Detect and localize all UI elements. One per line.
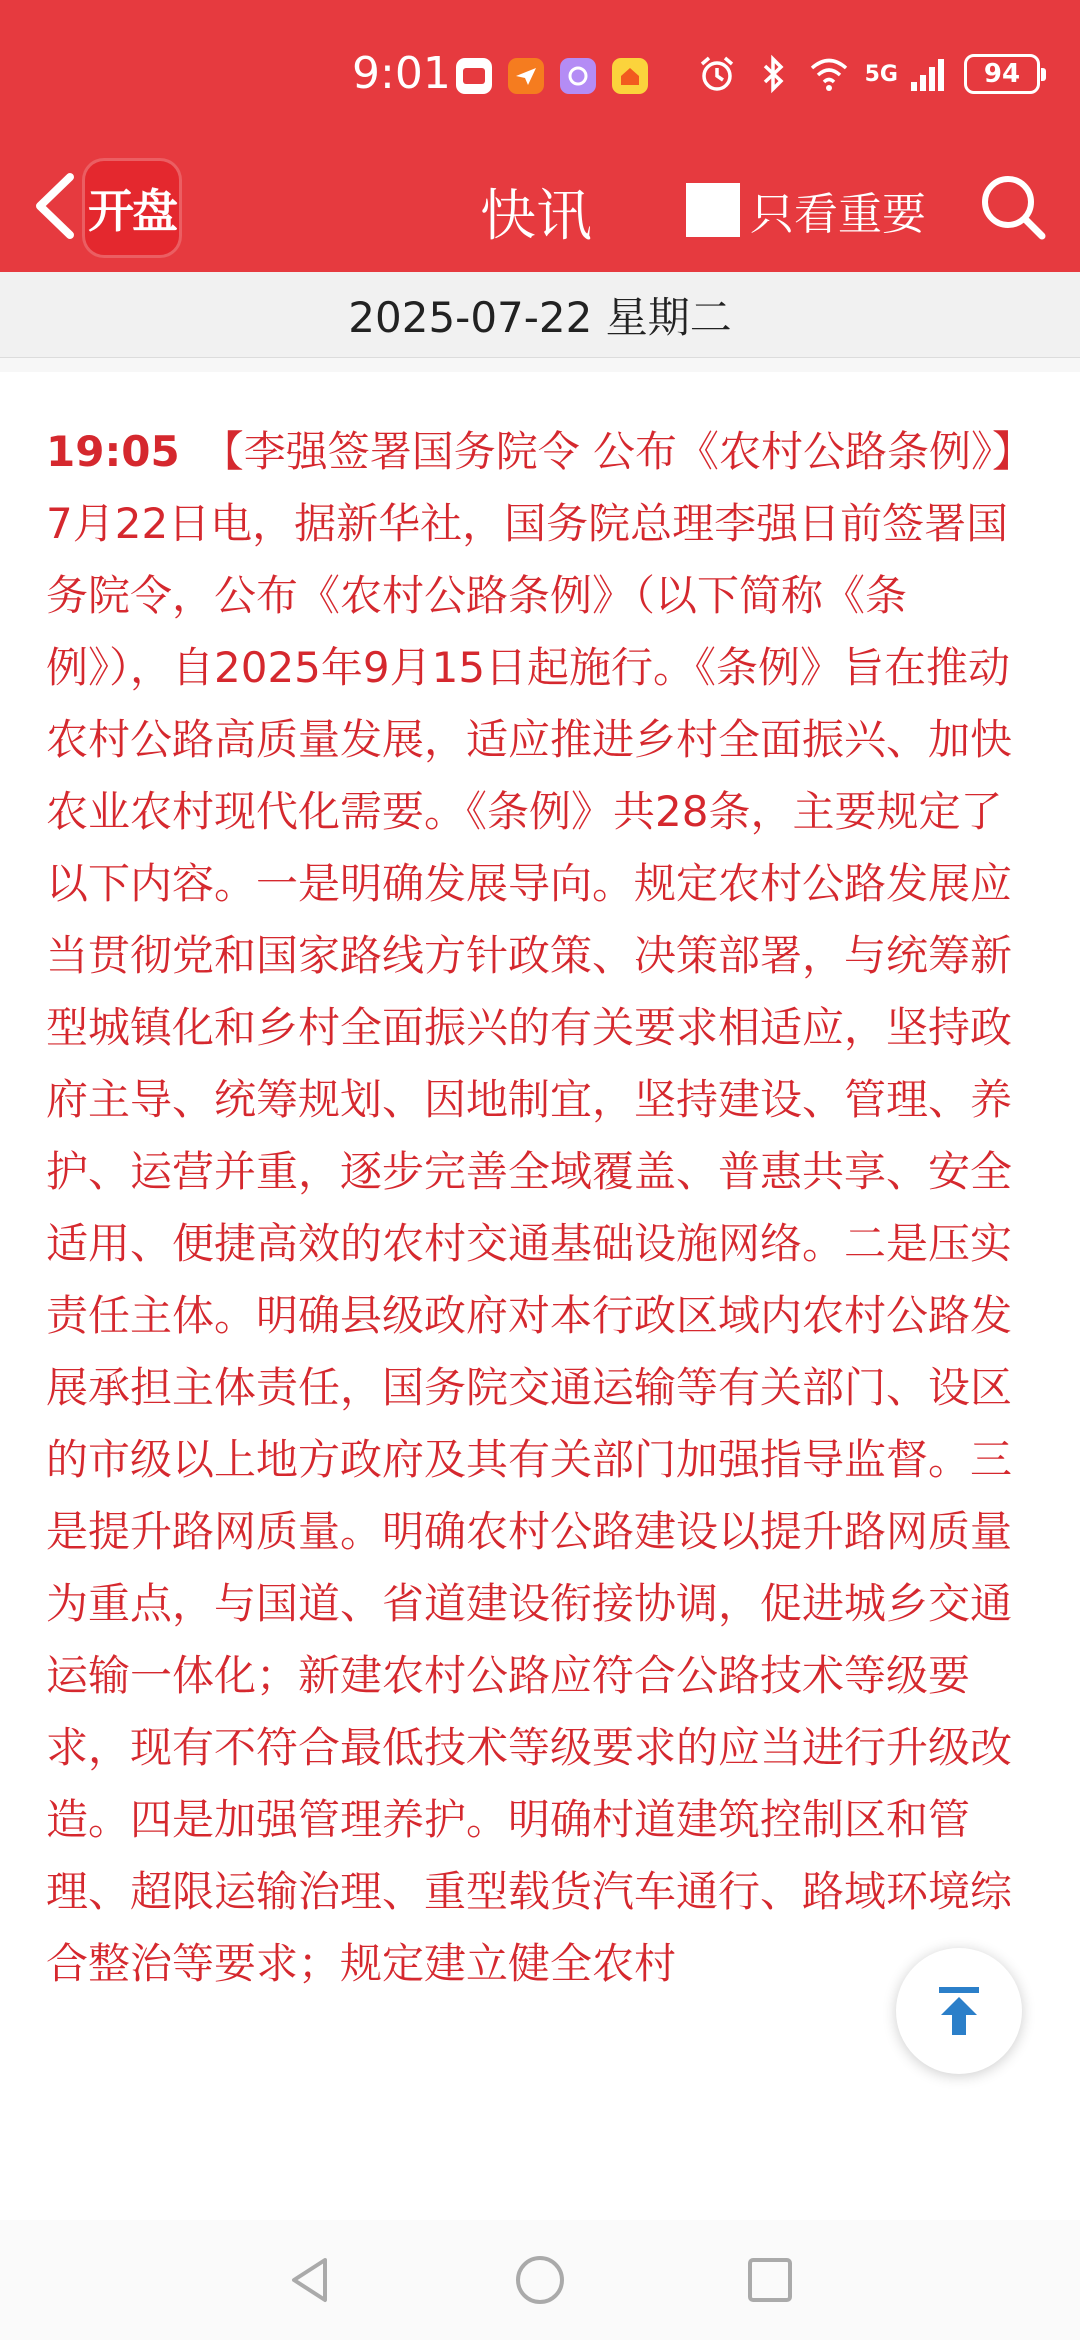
app-header xyxy=(0,0,1080,272)
news-item[interactable] xyxy=(46,416,1032,2000)
important-only-label: 只看重要 xyxy=(750,189,926,240)
arrow-up-icon xyxy=(929,1981,989,2041)
news-list xyxy=(0,358,1080,2220)
status-system-icons xyxy=(697,54,1040,94)
paper-plane-app-icon xyxy=(508,58,544,94)
chevron-left-icon xyxy=(30,171,80,241)
nav-back-icon[interactable] xyxy=(280,2250,340,2310)
home-app-icon xyxy=(612,58,648,94)
status-time: 9:01 xyxy=(352,48,451,99)
nav-home-icon[interactable] xyxy=(510,2250,570,2310)
search-icon xyxy=(976,170,1048,242)
back-button[interactable] xyxy=(20,166,90,246)
status-app-icons xyxy=(456,58,648,94)
purple-app-icon xyxy=(560,58,596,94)
back-to-top-button[interactable] xyxy=(896,1948,1022,2074)
network-type: 5G xyxy=(864,61,898,87)
wifi-icon xyxy=(809,54,849,94)
battery-indicator: 94 xyxy=(964,54,1040,94)
news-text: 【李强签署国务院令 公布《农村公路条例》】7月22日电，据新华社，国务院总理李强日前签署国务院令，公布《农村公路条例》（以下简称《条例》），自2025年9月15日起施行。《条例》旨在推动农村公路高质量发展，适应推进乡村全面振兴、加快农业农村现代化需要。《条例》共28条，主要规定了以下内容。一是明确发展导向。规定农村公路发展应当贯彻党和国家路线方针政策、决策部署，与统筹新型城镇化和乡村全面振兴的有关要求相适应，坚持政府主导、统筹规划、因地制宜，坚持建设、管理、养护、运营并重，逐步完善全域覆盖、普惠共享、安全适用、便捷高效的农村交通基础设施网络。二是压实责任主体。明确县级政府对本行政区域内农村公路发展承担主体责任，国务院交通运输等有关部门、设区的市级以上地方政府及其有关部门加强指导监督。三是提升路网质量。明确农村公路建设以提升路网质量为重点，与国道、省道建设衔接协调，促进城乡交通运输一体化；新建农村公路应符合公路技术等级要求，现有不符合最低技术等级要求的应当进行升级改造。四是加强管理养护。明确村道建筑控制区和管理、超限运输治理、重型载货汽车通行、路域环境综合整治等要求；规定建立健全农村 xyxy=(46,427,1014,1988)
alarm-icon xyxy=(697,54,737,94)
status-bar xyxy=(0,0,1080,150)
app-bar xyxy=(0,150,1080,272)
signal-icon xyxy=(908,54,948,94)
nav-recents-icon[interactable] xyxy=(740,2250,800,2310)
date-label: 2025-07-22 星期二 xyxy=(348,292,732,342)
important-only-toggle[interactable] xyxy=(686,178,926,242)
important-only-checkbox[interactable] xyxy=(686,183,740,237)
page-title: 快讯 xyxy=(480,184,592,249)
mail-app-icon xyxy=(456,58,492,94)
system-nav-bar xyxy=(0,2220,1080,2340)
search-button[interactable] xyxy=(976,170,1048,242)
app-logo: 开盘 xyxy=(82,158,182,258)
news-time: 19:05 xyxy=(46,427,180,476)
date-bar xyxy=(0,272,1080,358)
bluetooth-icon xyxy=(753,54,793,94)
